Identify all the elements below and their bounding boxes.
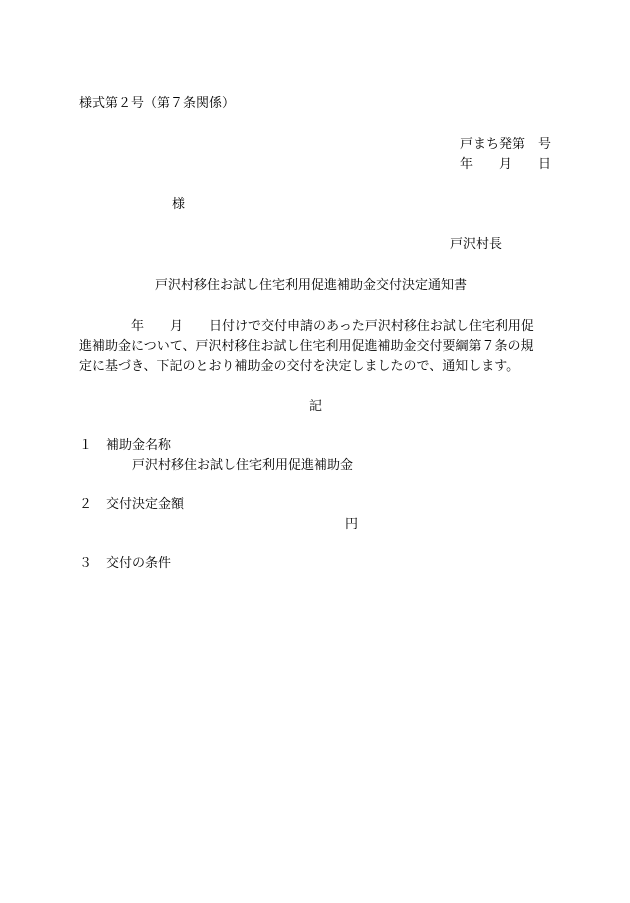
item-number: ３ — [79, 556, 93, 571]
item-label: 補助金名称 — [106, 438, 172, 453]
document-title: 戸沢村移住お試し住宅利用促進補助金交付決定通知書 — [155, 278, 468, 293]
item-number: １ — [79, 438, 93, 453]
body-line-2: 進補助金について、戸沢村移住お試し住宅利用促進補助金交付要綱第７条の規 — [79, 339, 534, 354]
body-line-1: 年 月 日付けで交付申請のあった戸沢村移住お試し住宅利用促 — [79, 319, 534, 334]
item-value: 円 — [345, 517, 359, 532]
form-label: 様式第２号（第７条関係） — [79, 96, 236, 111]
item-label: 交付の条件 — [106, 556, 172, 571]
ki-heading: 記 — [309, 399, 323, 414]
issuer: 戸沢村長 — [450, 237, 503, 252]
item-number: ２ — [79, 497, 93, 512]
body-line-3: 定に基づき、下記のとおり補助金の交付を決定しましたので、通知します。 — [79, 359, 520, 374]
item-value: 戸沢村移住お試し住宅利用促進補助金 — [132, 458, 354, 473]
document-date: 年 月 日 — [459, 157, 551, 172]
document-number: 戸まち発第 号 — [459, 137, 551, 152]
addressee-suffix: 様 — [172, 197, 186, 212]
item-label: 交付決定金額 — [106, 497, 185, 512]
